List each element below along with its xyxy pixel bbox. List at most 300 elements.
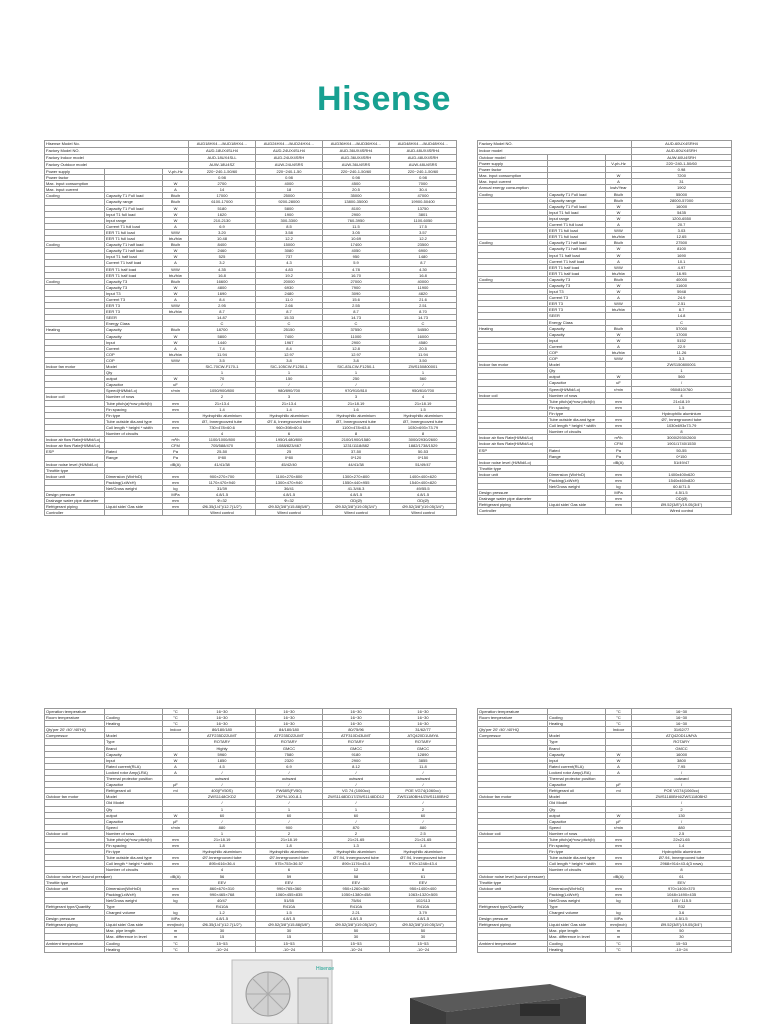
spec-cell: Input T1 full load xyxy=(548,209,606,215)
spec-cell: Fin spacing xyxy=(548,843,606,849)
spec-cell: MPa xyxy=(163,491,189,497)
spec-cell: -10~24 xyxy=(256,946,323,952)
spec-cell: W/W xyxy=(163,357,189,363)
spec-cell: Indoor noise level (Hi/Mid/Lo) xyxy=(45,461,105,467)
spec-cell: kg xyxy=(163,910,189,916)
spec-cell: Capacity T1 Full load xyxy=(105,193,163,199)
spec-cell: 54550 xyxy=(390,327,457,333)
spec-cell: 0*120 xyxy=(323,455,390,461)
spec-cell: Speed xyxy=(105,824,163,830)
spec-cell: 705/588/470 xyxy=(189,443,256,449)
spec-cell: 16~30 xyxy=(390,715,457,721)
spec-cell: 11600 xyxy=(632,282,732,288)
spec-cell: 25-50 xyxy=(189,449,256,455)
spec-cell: 3.5 xyxy=(189,357,256,363)
spec-cell: Current T1 full load xyxy=(105,223,163,229)
spec-cell: 60 xyxy=(256,812,323,818)
spec-cell: Btu/h xyxy=(606,325,632,331)
spec-cell: Max. input consumption xyxy=(478,173,548,179)
spec-cell: 4000 xyxy=(256,181,323,187)
spec-cell: 60.6/71.5 xyxy=(632,484,732,490)
spec-cell: 1 xyxy=(390,370,457,376)
spec-cell: W/W xyxy=(606,356,632,362)
spec-cell: 15~53 xyxy=(256,940,323,946)
spec-cell: Tube outside dia.and type xyxy=(105,855,163,861)
spec-cell: A xyxy=(163,763,189,769)
spec-cell: Ø9.52(3/8")/19.05(3/4") xyxy=(323,922,390,928)
spec-cell: 10.69 xyxy=(323,236,390,242)
spec-cell: Coil length * height * width xyxy=(105,861,163,867)
spec-cell: °C xyxy=(163,721,189,727)
spec-cell: Capacity xyxy=(548,325,606,331)
spec-cell: ZWS1148CKD2 xyxy=(189,794,256,800)
spec-cell: 5800 xyxy=(189,333,256,339)
spec-cell: 1.4 xyxy=(632,843,732,849)
spec-cell: W xyxy=(606,282,632,288)
spec-cell: 950/810/700 xyxy=(390,388,457,394)
spec-cell: Input range xyxy=(548,215,606,221)
spec-cell: Input xyxy=(105,339,163,345)
spec-cell: 17400 xyxy=(323,242,390,248)
spec-cell: outward xyxy=(323,776,390,782)
spec-cell: 4.8/1.5 xyxy=(390,916,457,922)
spec-cell: Current T1 full load xyxy=(548,222,606,228)
spec-cell: Indoor noise level (Hi/Mid/Lo) xyxy=(478,459,548,465)
spec-cell: 4.8/1.5 xyxy=(189,491,256,497)
spec-cell: Capacity range xyxy=(548,197,606,203)
spec-cell: Max. difference in level xyxy=(105,934,163,940)
spec-cell: 15~53 xyxy=(390,940,457,946)
spec-cell: Speed(Hi/Mid/Lo) xyxy=(548,386,606,392)
spec-cell: 12.2 xyxy=(256,236,323,242)
spec-cell: 15 xyxy=(189,934,256,940)
spec-cell: AUD-60UX4SRH4 xyxy=(632,141,732,148)
spec-cell: output xyxy=(548,812,606,818)
spec-cell: Liquid side/ Gas side xyxy=(105,504,163,510)
spec-cell: 44/41/38 xyxy=(323,461,390,467)
spec-cell: Capacity xyxy=(105,327,163,333)
spec-cell: 21×18.19 xyxy=(189,836,256,842)
spec-cell: °C xyxy=(606,940,632,946)
spec-cell: 25150 xyxy=(256,327,323,333)
spec-cell: ATQ420D1UMYA xyxy=(632,733,732,739)
spec-cell: 4.8/1.5 xyxy=(390,491,457,497)
spec-cell: 3.3 xyxy=(632,356,732,362)
spec-row xyxy=(478,508,732,514)
spec-cell: Btu/h xyxy=(163,242,189,248)
spec-cell: 8.70 xyxy=(390,309,457,315)
spec-cell: Coil length * height * width xyxy=(105,424,163,430)
spec-cell: Ø7.6, Innergrooved tube xyxy=(256,418,323,424)
spec-cell: 4.5/1.5 xyxy=(632,490,732,496)
spec-cell: ESP xyxy=(478,447,548,453)
spec-cell: Power factor xyxy=(45,175,105,181)
spec-cell: 50 xyxy=(390,928,457,934)
spec-cell: Current T1 half load xyxy=(105,260,163,266)
spec-cell: uF xyxy=(163,382,189,388)
spec-cell: Max. input current xyxy=(45,187,105,193)
spec-cell: 40/47 xyxy=(189,897,256,903)
spec-cell: °C xyxy=(163,946,189,952)
spec-cell: Outdoor unit xyxy=(45,885,105,891)
spec-cell: C xyxy=(189,321,256,327)
spec-cell: 1100×478×63.8 xyxy=(323,424,390,430)
spec-cell: 4 xyxy=(189,867,256,873)
spec-cell: Hydrophilic aluminium xyxy=(256,412,323,418)
spec-cell: uF xyxy=(606,380,632,386)
spec-cell: / xyxy=(189,382,256,388)
spec-cell: 31/39 xyxy=(189,485,256,491)
spec-cell: AUW-48U4SRS xyxy=(390,162,457,169)
spec-cell: / xyxy=(390,382,457,388)
spec-cell: Ø7, Innergrooved tube xyxy=(390,418,457,424)
spec-cell: 4 xyxy=(632,392,732,398)
spec-cell: / xyxy=(256,782,323,788)
spec-cell: 11.94 xyxy=(189,351,256,357)
spec-cell: FW68S(FV50) xyxy=(256,788,323,794)
spec-cell: Capacitor xyxy=(105,782,163,788)
spec-cell: Qty'per 20' /40' /40'HQ xyxy=(45,727,105,733)
spec-cell: 3000/2930/2600 xyxy=(390,437,457,443)
spec-cell: kg xyxy=(163,897,189,903)
spec-cell: Fin spacing xyxy=(105,406,163,412)
spec-cell: W/W xyxy=(606,228,632,234)
spec-cell: ROTARY xyxy=(256,739,323,745)
spec-cell xyxy=(163,510,189,516)
spec-cell: AUD24HX4…/AUD24HX4… xyxy=(256,141,323,148)
spec-cell: Cooling xyxy=(478,276,548,282)
spec-cell: mm xyxy=(606,843,632,849)
spec-cell: AUD-48UX4SRH xyxy=(390,155,457,162)
spec-cell: Brand xyxy=(105,745,163,751)
spec-cell: Ø7, Innergrooved tube xyxy=(189,418,256,424)
spec-cell: 1900 xyxy=(256,211,323,217)
spec-cell: 2 xyxy=(323,830,390,836)
spec-cell: 16000 xyxy=(390,333,457,339)
spec-cell: -10~24 xyxy=(189,946,256,952)
spec-cell: Tube pitch(a)*row pitch(b) xyxy=(105,836,163,842)
spec-cell: mm xyxy=(606,502,632,508)
spec-cell: / xyxy=(632,782,732,788)
spec-cell: R410A xyxy=(323,904,390,910)
spec-cell: 2.21 xyxy=(323,910,390,916)
duct-unit-image xyxy=(400,978,590,1024)
spec-cell: btu/h/w xyxy=(606,270,632,276)
spec-cell: W xyxy=(606,246,632,252)
spec-cell: 11.8 xyxy=(390,763,457,769)
spec-cell: SIC-70CW-F170-1 xyxy=(189,364,256,370)
spec-cell: ml xyxy=(163,788,189,794)
spec-cell: 2.66 xyxy=(256,303,323,309)
spec-cell: ROTARY xyxy=(189,739,256,745)
spec-cell: Rated current(RLA) xyxy=(548,763,606,769)
spec-cell: 3800 xyxy=(632,757,732,763)
spec-cell: Charged volume xyxy=(548,910,606,916)
spec-cell: OD(Ø) xyxy=(323,498,390,504)
spec-cell: m xyxy=(163,928,189,934)
spec-cell: W xyxy=(606,289,632,295)
spec-cell: 1901/1740/1530 xyxy=(632,441,732,447)
spec-cell: 1950/1480/800 xyxy=(256,437,323,443)
spec-cell: 4050 xyxy=(323,248,390,254)
spec-cell: Capacitor xyxy=(105,382,163,388)
spec-cell: 11000 xyxy=(323,333,390,339)
spec-cell: mm xyxy=(606,471,632,477)
spec-cell: 3.6 xyxy=(632,910,732,916)
spec-cell: W xyxy=(163,751,189,757)
spec-cell: Power factor xyxy=(478,167,548,173)
spec-cell: kwh/Year xyxy=(606,185,632,191)
spec-cell: 2700 xyxy=(189,181,256,187)
spec-cell: Ø7.94, Innergrooved tube xyxy=(323,855,390,861)
spec-cell: 86/180/180 xyxy=(189,727,256,733)
spec-cell: MPa xyxy=(606,490,632,496)
spec-cell: 880 xyxy=(632,824,732,830)
spec-cell: 14.73 xyxy=(323,315,390,321)
spec-cell: Controller xyxy=(45,510,105,516)
spec-cell: 1 xyxy=(323,806,390,812)
spec-cell: 1100-6050 xyxy=(390,217,457,223)
spec-cell: 8400 xyxy=(189,242,256,248)
spec-cell: Max. input current xyxy=(478,179,548,185)
spec-cell: 16000 xyxy=(632,203,732,209)
spec-cell: 8.7 xyxy=(632,307,732,313)
spec-cell: 2.51 xyxy=(632,301,732,307)
spec-cell: / xyxy=(632,818,732,824)
spec-cell: 4820 xyxy=(390,290,457,296)
spec-cell: 8.7 xyxy=(390,260,457,266)
spec-cell: Qty xyxy=(105,806,163,812)
spec-cell: 16.8 xyxy=(390,272,457,278)
spec-cell: 7200 xyxy=(632,173,732,179)
spec-cell: 2 xyxy=(390,806,457,812)
spec-cell: 960×398×60.6 xyxy=(256,424,323,430)
spec-cell: 8 xyxy=(632,867,732,873)
spec-cell: Heating xyxy=(105,946,163,952)
spec-cell: 5435 xyxy=(632,209,732,215)
spec-cell: 250 xyxy=(323,376,390,382)
spec-cell: btu/h/w xyxy=(606,350,632,356)
spec-cell: -10~24 xyxy=(632,946,732,952)
spec-cell: Refrigerant piping xyxy=(478,502,548,508)
spec-cell: Ø9.52(3/8")/19.05(3/4") xyxy=(390,922,457,928)
spec-cell: Capacity xyxy=(548,331,606,337)
spec-cell: Room temperature xyxy=(45,715,105,721)
spec-cell: 4.8/1.5 xyxy=(323,491,390,497)
spec-cell: EER T1 full load xyxy=(105,236,163,242)
spec-cell: Model xyxy=(105,733,163,739)
spec-cell: btu/h/w xyxy=(163,351,189,357)
spec-cell: Throttle type xyxy=(478,465,548,471)
spec-cell: 17000 xyxy=(189,193,256,199)
spec-cell: Cooling xyxy=(45,193,105,199)
spec-cell: Liquid side/ Gas side xyxy=(548,502,606,508)
spec-cell: Refrigerant piping xyxy=(45,504,105,510)
spec-cell: Ø9.52(3/8")/15.88(5/8") xyxy=(256,504,323,510)
spec-cell: 21×18.19 xyxy=(256,836,323,842)
spec-cell: 30 xyxy=(256,928,323,934)
spec-cell: W/W xyxy=(606,301,632,307)
spec-cell: 760-3950 xyxy=(323,217,390,223)
spec-cell: 30 xyxy=(189,928,256,934)
spec-cell: 19.2 xyxy=(256,272,323,278)
spec-cell: °C xyxy=(163,940,189,946)
spec-cell: 4.5/1.5 xyxy=(632,916,732,922)
spec-cell: EER T3 xyxy=(105,309,163,315)
spec-cell: 3 xyxy=(256,394,323,400)
spec-cell: Number of rows xyxy=(548,830,606,836)
spec-cell: 0.98 xyxy=(390,175,457,181)
spec-cell: 2.51 xyxy=(390,303,457,309)
spec-cell: Ø9.52(3/8")/19.05(3/4") xyxy=(632,502,732,508)
spec-cell: 16~30 xyxy=(256,709,323,715)
spec-cell: 3.8 xyxy=(323,357,390,363)
spec-cell: btu/h/w xyxy=(606,234,632,240)
spec-cell: 8 xyxy=(390,431,457,437)
spec-cell: EER T1 half load xyxy=(105,266,163,272)
spec-cell: Ø6.35(1/4")/12.7(1/2") xyxy=(189,504,256,510)
spec-cell: Drainage water pipe diameter xyxy=(478,496,548,502)
spec-cell: mm xyxy=(163,406,189,412)
spec-cell: 220~240-1-50 xyxy=(256,169,323,175)
spec-cell: 2460 xyxy=(189,248,256,254)
spec-cell: Ambient temperature xyxy=(45,940,105,946)
spec-cell: 5152 xyxy=(632,337,732,343)
spec-cell: Hydrophilic aluminium xyxy=(189,412,256,418)
spec-cell: 8 xyxy=(632,429,732,435)
spec-cell: 15~53 xyxy=(323,940,390,946)
spec-cell: / xyxy=(632,800,732,806)
spec-cell: 4.30 xyxy=(390,266,457,272)
spec-cell: 3.58 xyxy=(256,229,323,235)
spec-cell: Btu/h xyxy=(163,327,189,333)
spec-cell: 15.33 xyxy=(256,315,323,321)
spec-cell: Rated xyxy=(548,447,606,453)
spec-cell: 1300×270×800 xyxy=(323,473,390,479)
spec-cell: AUD48HX4…/AUD48HX4… xyxy=(390,141,457,148)
spec-cell: 1063×1320×505 xyxy=(390,891,457,897)
spec-cell: 20.5 xyxy=(390,345,457,351)
spec-cell: 950×1400×400 xyxy=(390,885,457,891)
spec-cell: 15000 xyxy=(256,242,323,248)
spec-cell: output xyxy=(105,812,163,818)
spec-cell: 1882/1738/1529 xyxy=(390,443,457,449)
spec-cell: r/min xyxy=(163,824,189,830)
spec-cell: 1 xyxy=(323,370,390,376)
spec-cell: 3000/2930/2600 xyxy=(632,435,732,441)
spec-cell: A xyxy=(163,260,189,266)
spec-cell: Model xyxy=(548,794,606,800)
spec-cell: ZWS150800001 xyxy=(390,364,457,370)
spec-cell: 58 xyxy=(323,873,390,879)
spec-cell: Energy Class xyxy=(548,319,606,325)
spec-cell: W xyxy=(606,331,632,337)
spec-cell: 525 xyxy=(189,254,256,260)
spec-cell: 950×1260×360 xyxy=(323,885,390,891)
spec-cell: 50-53 xyxy=(390,449,457,455)
spec-cell: 1 xyxy=(189,370,256,376)
spec-cell: W/W xyxy=(163,303,189,309)
spec-cell: Throttle type xyxy=(45,467,105,473)
spec-cell: A xyxy=(163,345,189,351)
spec-cell: 8 xyxy=(323,431,390,437)
spec-cell: Coil length * height * width xyxy=(548,861,606,867)
spec-cell: Ø6.35(1/4")/12.7(1/2") xyxy=(189,922,256,928)
spec-cell: 1850 xyxy=(189,757,256,763)
spec-cell: 1540×400×820 xyxy=(390,479,457,485)
spec-cell: Thermal protector position xyxy=(105,776,163,782)
spec-cell xyxy=(548,508,606,514)
spec-cell: EER T1 half load xyxy=(105,272,163,278)
spec-cell: °C xyxy=(606,721,632,727)
spec-cell: EER T1 full load xyxy=(548,234,606,240)
spec-cell: btu/h/w xyxy=(163,309,189,315)
spec-cell: 980/890/700 xyxy=(256,388,323,394)
spec-cell: Current T3 xyxy=(548,295,606,301)
spec-cell: 21×18.19 xyxy=(323,400,390,406)
spec-cell: Tube pitch(a)*row pitch(b) xyxy=(548,398,606,404)
spec-cell: R410A xyxy=(256,904,323,910)
spec-cell: 24.9 xyxy=(632,295,732,301)
spec-cell: EEV xyxy=(256,879,323,885)
spec-cell: 102/113 xyxy=(390,897,457,903)
header-row xyxy=(45,141,457,148)
spec-cell: mm xyxy=(606,398,632,404)
spec-cell: 3.57 xyxy=(390,229,457,235)
spec-cell: 1100×270×800 xyxy=(256,473,323,479)
spec-cell: W/W xyxy=(606,264,632,270)
spec-cell: 0*150 xyxy=(390,455,457,461)
spec-cell: Range xyxy=(105,455,163,461)
spec-cell: m xyxy=(163,934,189,940)
spec-cell: mm xyxy=(606,836,632,842)
spec-cell: 3.8 xyxy=(256,357,323,363)
spec-cell: Capacity T3 xyxy=(105,284,163,290)
spec-cell: SEER xyxy=(105,315,163,321)
spec-cell: 2.95 xyxy=(189,303,256,309)
spec-cell: 880 xyxy=(189,824,256,830)
spec-cell: 4.83 xyxy=(256,266,323,272)
spec-cell: Throttle type xyxy=(45,879,105,885)
spec-cell: Net/Gross weight xyxy=(548,897,606,903)
spec-cell: Outdoor fan motor xyxy=(45,794,105,800)
spec-cell xyxy=(45,946,105,952)
spec-cell: Ø9.52(3/8")/15.88(5/8") xyxy=(256,922,323,928)
spec-cell: Input T3 xyxy=(548,289,606,295)
spec-cell: 12.2 xyxy=(390,236,457,242)
spec-cell: Ф=32 xyxy=(256,498,323,504)
spec-cell: ATF235D22UMT xyxy=(256,733,323,739)
spec-cell: dB(A) xyxy=(606,873,632,879)
spec-cell: W xyxy=(163,217,189,223)
spec-cell: Tube pitch(a)*row pitch(b) xyxy=(105,400,163,406)
spec-cell: 130 xyxy=(632,812,732,818)
spec-cell: AUD-60UX4SRH xyxy=(632,148,732,155)
spec-cell: 900 xyxy=(256,824,323,830)
spec-cell: 51/49/47 xyxy=(632,459,732,465)
spec-cell: 3090 xyxy=(323,290,390,296)
spec-cell: 10.48 xyxy=(189,236,256,242)
spec-cell: COP xyxy=(105,351,163,357)
spec-cell: Btu/h xyxy=(606,276,632,282)
spec-cell: 40000 xyxy=(390,278,457,284)
spec-cell: EER T3 xyxy=(105,303,163,309)
spec-cell: mm xyxy=(163,885,189,891)
spec-cell: 16~30 xyxy=(189,721,256,727)
spec-cell: kg xyxy=(606,484,632,490)
spec-cell: Outdoor unit xyxy=(478,885,548,891)
spec-cell: / xyxy=(256,769,323,775)
